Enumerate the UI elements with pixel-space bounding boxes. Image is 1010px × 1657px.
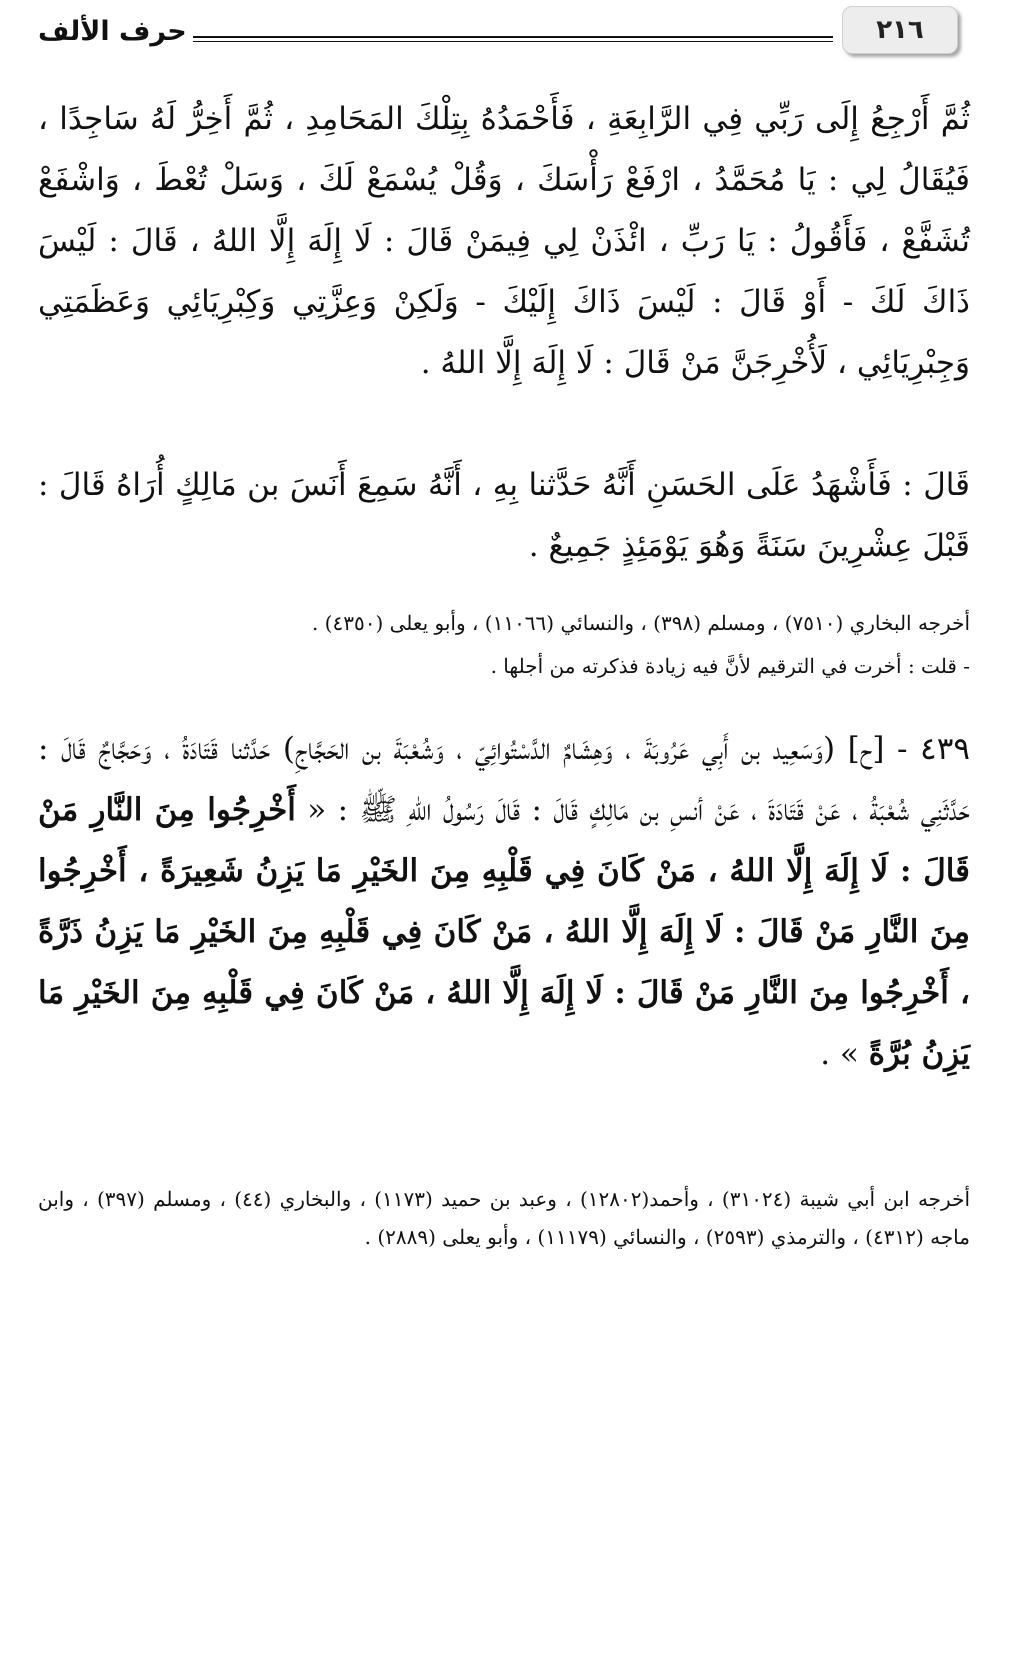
paragraph-hadith-continuation: ثُمَّ أَرْجِعُ إِلَى رَبِّي فِي الرَّابِعَةِ ، فَأَحْمَدُهُ بِتِلْكَ المَحَامِدِ ، ثُمَّ أَخِرُّ لَهُ سَاجِدًا ، فَيُقَالُ لِي : يَا مُحَمَّدُ ، ارْفَعْ رَأْسَكَ ، وَقُلْ يُسْمَعْ لَكَ ، وَسَلْ تُعْطَ ، وَاشْفَعْ تُشَفَّعْ ، فَأَقُولُ : يَا رَبِّ ، ائْذَنْ لِي فِيمَنْ قَالَ : لَا إِلَهَ إِلَّا اللهُ ، قَالَ : لَيْسَ ذَاكَ لَكَ - أَوْ قَالَ : لَيْسَ ذَاكَ إِلَيْكَ - وَلَكِنْ وَعِزَّتِي وَكِبْرِيَائِي وَعَظَمَتِي وَجِبْرِيَائِي ، لَأُخْرِجَنَّ مَنْ قَالَ : لَا إِلَهَ إِلَّا اللهُ . bbox=[38, 101, 970, 381]
paragraph-narrator-note: قَالَ : فَأَشْهَدُ عَلَى الحَسَنِ أَنَّهُ حَدَّثنا بِهِ ، أَنَّهُ سَمِعَ أَنَسَ بن مَالِكٍ أُرَاهُ قَالَ : قَبْلَ عِشْرِينَ سَنَةً وَهُوَ يَوْمَئِذٍ جَمِيعٌ . bbox=[38, 467, 970, 564]
editor-note: - قلت : أخرت في الترقيم لأنَّ فيه زيادة فذكرته من أجلها . bbox=[490, 654, 970, 678]
header-rule-thin bbox=[193, 41, 833, 42]
header-rule bbox=[193, 36, 833, 38]
page-header bbox=[0, 0, 1010, 70]
footnote-takhrij-1: أخرجه البخاري (٧٥١٠) ، ومسلم (٣٩٨) ، والنسائي (١١٠٦٦) ، وأبو يعلى (٤٣٥٠) . bbox=[311, 611, 970, 635]
hadith-matn: أَخْرِجُوا مِنَ النَّارِ مَنْ قَالَ : لَا إِلَهَ إِلَّا اللهُ ، مَنْ كَانَ فِي قَلْبِهِ مِنَ الخَيْرِ مَا يَزِنُ شَعِيرَةً ، أَخْرِجُوا مِنَ النَّارِ مَنْ قَالَ : لَا إِلَهَ إِلَّا اللهُ ، مَنْ كَانَ فِي قَلْبِهِ مِنَ الخَيْرِ مَا يَزِنُ ذَرَّةً ، أَخْرِجُوا مِنَ النَّارِ مَنْ قَالَ : لَا إِلَهَ إِلَّا اللهُ ، مَنْ كَانَ فِي قَلْبِهِ مِنَ الخَيْرِ مَا يَزِنُ بُرَّةً bbox=[38, 792, 970, 1072]
hadith-number: ٤٣٩ - bbox=[897, 731, 970, 767]
hadith-439 bbox=[38, 719, 970, 1085]
hadith-closing: » . bbox=[820, 1036, 869, 1072]
page-number-box bbox=[842, 6, 958, 54]
page-number: ٢١٦ bbox=[876, 15, 924, 45]
footnote-takhrij-2: أخرجه ابن أبي شيبة (٣١٠٢٤) ، وأحمد(١٢٨٠٢) ، وعبد بن حميد (١١٧٣) ، والبخاري (٤٤) ، ومسلم (٣٩٧) ، وابن ماجه (٤٣١٢) ، والترمذي (٢٥٩٣) ، والنسائي (١١١٧٩) ، وأبو يعلى (٢٨٨٩) . bbox=[38, 1187, 971, 1249]
chapter-title: حرف الألف bbox=[38, 16, 187, 47]
hadith-isnad: [ح] (وَسَعِيد بن أَبِي عَرُوبَةَ ، وَهِشَامٌ الدَّسْتُوائِيّ ، وَشُعْبَةَ بن الحَجَّاجِ) حَدَّثنا قَتَادَةُ ، وَحَجَّاجٌ قَالَ : حَدَّثَنِي شُعْبَةُ ، عَنْ قَتَادَةَ ، عَنْ أنسِ بن مَالِكٍ قَالَ : قَالَ رَسُولُ اللهِ ﷺ : « bbox=[38, 731, 970, 828]
